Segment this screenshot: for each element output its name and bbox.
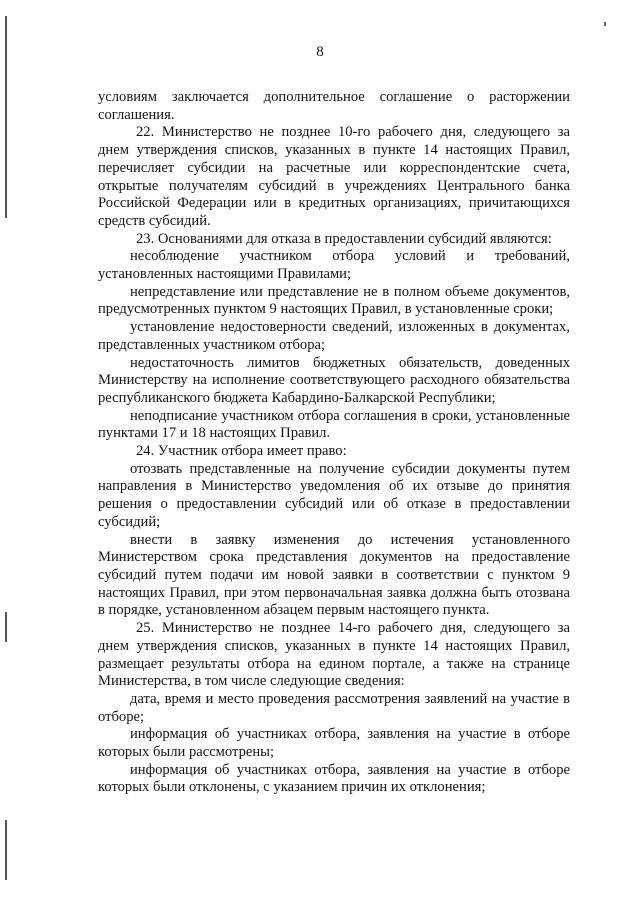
paragraph: 22. Министерство не позднее 10-го рабочего дня, следующего за днем утверждения списков, указанных в пункте 14 настоящих Правил, перечисляет субсидии на расчетные или корреспондентские счета, открытые получателям субсидий в учреждениях Центрального банка Российской Федерации или в кредитных организациях, причитающихся средств субсидий. <box>98 124 570 229</box>
paragraph: 25. Министерство не позднее 14-го рабочего дня, следующего за днем утверждения списков, указанных в пункте 14 настоящих Правил, размещает результаты отбора на едином портале, а также на странице Министерства, в том числе следующие сведения: <box>98 620 570 690</box>
list-item: несоблюдение участником отбора условий и требований, установленных настоящими Правилами; <box>98 248 570 283</box>
document-body <box>98 89 570 797</box>
paragraph: 24. Участник отбора имеет право: <box>136 443 347 460</box>
list-item: установление недостоверности сведений, изложенных в документах, представленных участником отбора; <box>98 319 570 353</box>
page-number: 8 <box>316 44 324 60</box>
paragraph: 23. Основаниями для отказа в предоставлении субсидий являются: <box>136 230 552 247</box>
list-item: информация об участниках отбора, заявления на участие в отборе которых были отклонены, с указанием причин их отклонения; <box>98 761 570 796</box>
list-item: непредставление или представление не в полном объеме документов, предусмотренных пунктом 9 настоящих Правил, в установленные сроки; <box>98 283 570 318</box>
list-item: информация об участниках отбора, заявления на участие в отборе которых были рассмотрены; <box>98 726 570 761</box>
list-item: дата, время и место проведения рассмотрения заявлений на участие в отборе; <box>98 690 570 725</box>
list-item: внести в заявку изменения до истечения установленного Министерством срока представления документов на предоставление субсидий путем подачи им новой заявки в соответствии с пунктом 9 настоящих Правил, при этом первоначальная заявка должна быть отозвана в порядке, установленном абзацем первым настоящего пункта. <box>98 531 570 619</box>
paragraph: условиям заключается дополнительное соглашение о расторжении соглашения. <box>98 89 570 123</box>
scan-speck <box>604 22 606 26</box>
scan-edge-mark <box>5 612 7 642</box>
list-item: отозвать представленные на получение субсидии документы путем направления в Министерство уведомления об их отзыве до принятия решения о предоставлении субсидий или об отказе в предоставлении субсидий; <box>98 460 570 530</box>
scan-edge-mark <box>5 820 7 880</box>
list-item: недостаточность лимитов бюджетных обязательств, доведенных Министерству на исполнение соответствующего расходного обязательства республиканского бюджета Кабардино-Балкарской Республики; <box>98 354 570 406</box>
list-item: неподписание участником отбора соглашения в сроки, установленные пунктами 17 и 18 настоящих Правил. <box>98 407 570 442</box>
